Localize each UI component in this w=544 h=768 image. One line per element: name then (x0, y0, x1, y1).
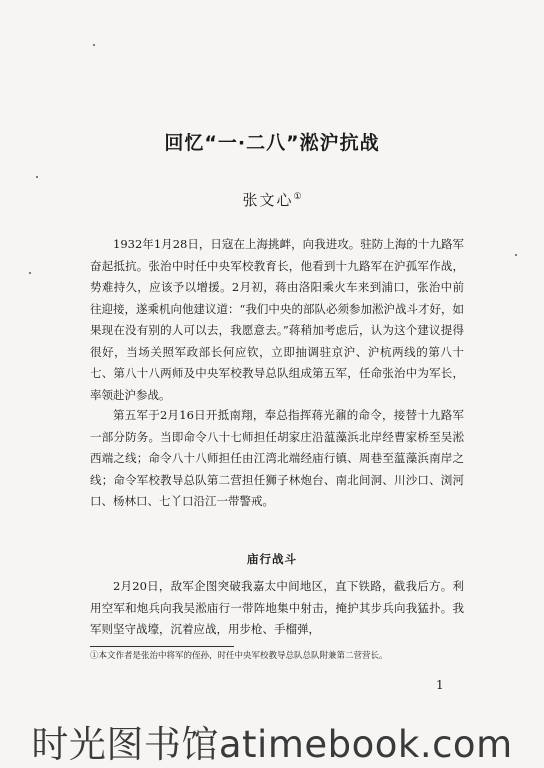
paragraph (90, 405, 464, 513)
paragraph-text: 1932年1月28日，日寇在上海挑衅，向我进攻。驻防上海的十九路军奋起抵抗。张治中时任中央军校教育长，他看到十九路军在沪孤军作战，势难持久，应该予以增援。2月初，蒋由洛阳乘火车来到浦口，张治中前往迎接，遂乘机向他建议道：“我们中央的部队必须参加淞沪战斗才好，如果现在没有别的人可以去，我愿意去。”蒋稍加考虑后，认为这个建议提得很好，当场关照军政部长何应钦，立即抽调驻京沪、沪杭两线的第八十七、第八十八两师及中央军校教导总队组成第五军，任命张治中为军长，率领赴沪参战。 (90, 237, 464, 402)
article-title: 回忆“一·二八”淞沪抗战 (164, 132, 380, 154)
footnote: ①本文作者是张治中将军的侄孙，时任中央军校教导总队总队附兼第二营营长。 (90, 651, 388, 661)
speck (29, 272, 31, 274)
paragraph-text: 2月20日，敌军企图突破我嘉太中间地区，直下铁路，截我后方。利用空军和炮兵向我吴淞庙行一带阵地集中射击，掩护其步兵向我猛扑。我军则坚守战壕，沉着应战，用步枪、手榴弹， (90, 579, 464, 636)
speck (515, 254, 517, 256)
speck (36, 176, 38, 178)
paragraph (90, 576, 464, 641)
author-line (0, 189, 544, 210)
footnote-divider (90, 646, 234, 647)
paragraph-text: 第五军于2月16日开抵南翔，奉总指挥蒋光鼐的命令，接替十九路军一部分防务。当即命令八十七师担任胡家庄沿蕰藻浜北岸经曹家桥至吴淞西端之线；命令八十八师担任由江湾北端经庙行镇、周巷至蕰藻浜南岸之线；命令军校教导总队第二营担任狮子林炮台、南北间洞、川沙口、浏河口、杨林口、七丫口沿江一带警戒。 (90, 408, 464, 508)
footnote-marker: ① (293, 192, 302, 202)
page-number: 1 (436, 678, 444, 692)
author-name: 张文心 (242, 191, 294, 209)
speck (93, 44, 95, 46)
paragraph (90, 234, 464, 406)
watermark-logo: 时光图书馆atimebook.com (31, 723, 513, 766)
section-heading: 庙行战斗 (247, 552, 297, 566)
